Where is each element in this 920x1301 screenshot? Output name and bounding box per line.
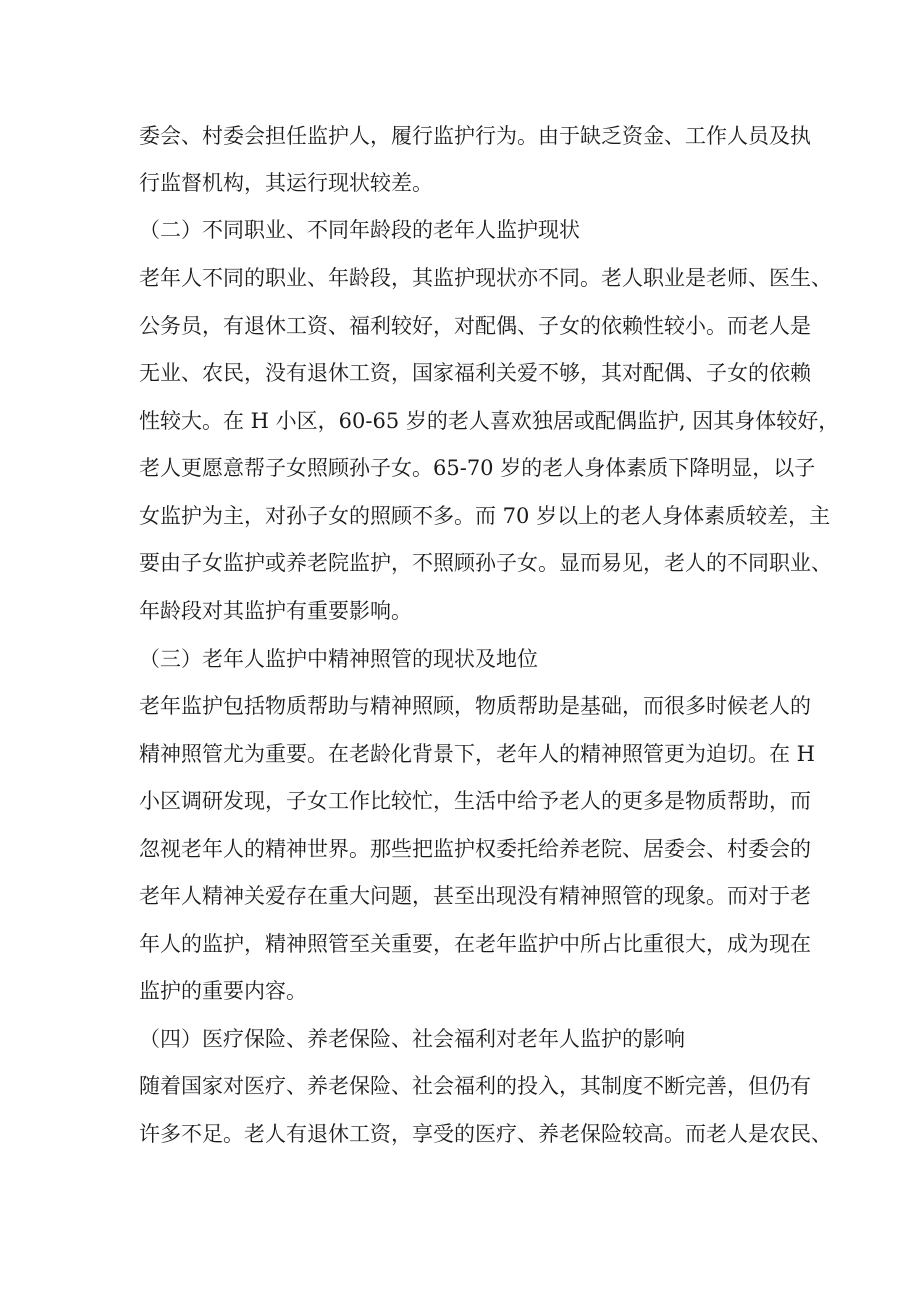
paragraph-line: 老年人精神关爱存在重大问题，甚至出现没有精神照管的现象。而对于老 xyxy=(139,884,811,908)
paragraph-line: 许多不足。老人有退休工资，享受的医疗、养老保险较高。而老人是农民、 xyxy=(139,1122,832,1146)
paragraph-line: 小区调研发现，子女工作比较忙，生活中给予老人的更多是物质帮助，而 xyxy=(139,789,811,813)
paragraph-line: 监护的重要内容。 xyxy=(139,979,307,1003)
paragraph-line: 忽视老年人的精神世界。那些把监护权委托给养老院、居委会、村委会的 xyxy=(139,837,811,861)
paragraph-line: 公务员，有退休工资、福利较好，对配偶、子女的依赖性较小。而老人是 xyxy=(139,314,811,338)
paragraph-line: 要由子女监护或养老院监护，不照顾孙子女。显而易见，老人的不同职业、 xyxy=(139,551,832,575)
paragraph-line: 行监督机构，其运行现状较差。 xyxy=(139,171,433,195)
paragraph-line: 委会、村委会担任监护人，履行监护行为。由于缺乏资金、工作人员及执 xyxy=(139,124,811,148)
paragraph-line: 随着国家对医疗、养老保险、社会福利的投入，其制度不断完善，但仍有 xyxy=(139,1074,811,1098)
paragraph-line: 无业、农民，没有退休工资，国家福利关爱不够，其对配偶、子女的依赖 xyxy=(139,361,811,385)
paragraph-line: 老年人不同的职业、年龄段，其监护现状亦不同。老人职业是老师、医生、 xyxy=(139,266,832,290)
paragraph-line: 精神照管尤为重要。在老龄化背景下，老年人的精神照管更为迫切。在 H xyxy=(139,742,815,766)
section-heading: （三）老年人监护中精神照管的现状及地位 xyxy=(139,647,538,671)
section-heading: （四）医疗保险、养老保险、社会福利对老年人监护的影响 xyxy=(139,1027,685,1051)
paragraph-line: 年人的监护，精神照管至关重要，在老年监护中所占比重很大，成为现在 xyxy=(139,932,811,956)
paragraph-line: 女监护为主，对孙子女的照顾不多。而 70 岁以上的老人身体素质较差，主 xyxy=(139,504,831,528)
paragraph-line: 性较大。在 H 小区，60-65 岁的老人喜欢独居或配偶监护, 因其身体较好， xyxy=(139,409,840,433)
section-heading: （二）不同职业、不同年龄段的老年人监护现状 xyxy=(139,218,580,242)
paragraph-line: 老人更愿意帮子女照顾孙子女。65-70 岁的老人身体素质下降明显，以子 xyxy=(139,456,816,480)
paragraph-line: 老年监护包括物质帮助与精神照顾，物质帮助是基础，而很多时候老人的 xyxy=(139,694,811,718)
paragraph-line: 年龄段对其监护有重要影响。 xyxy=(139,599,412,623)
